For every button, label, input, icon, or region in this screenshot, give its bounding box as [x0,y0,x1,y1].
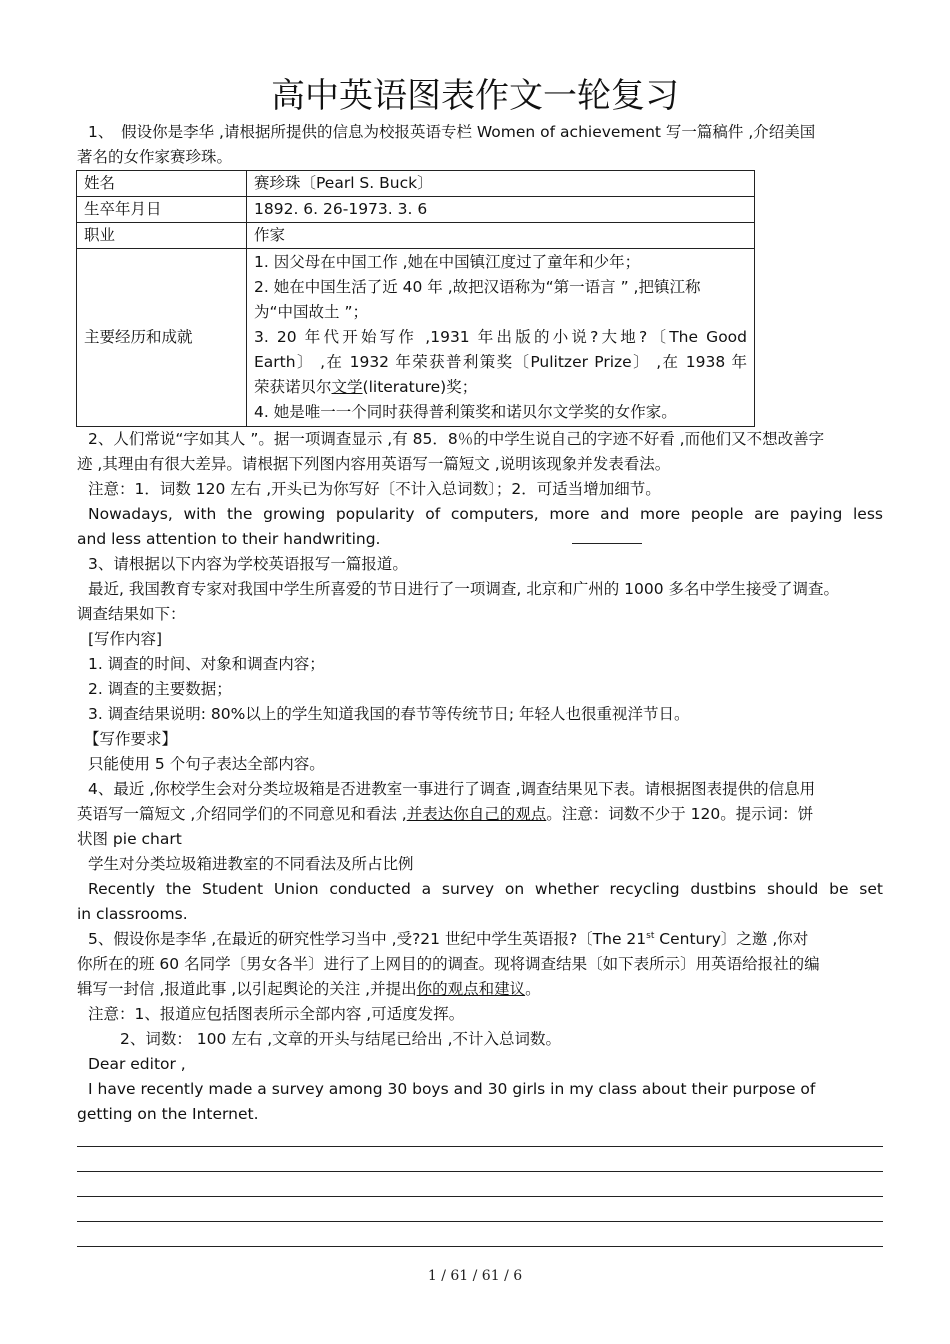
table-key-name: 姓名 [77,171,247,197]
experience-line: 2. 她在中国生活了近 40 年 ,故把汉语称为“第一语言 ” ,把镇江称 [254,278,701,296]
q5-note-2: 2、词数： 100 左右 ,文章的开头与结尾已给出 ,不计入总词数。 [120,1030,562,1048]
experience-line: 为“中国故土 ”； [254,303,368,321]
q4-instruction-line1: 4、最近 ,你校学生会对分类垃圾箱是否进教室一事进行了调查 ,调查结果见下表。请根据图表提供的信息用 [88,780,816,798]
q2-instruction-line2: 迹 ,其理由有很大差异。请根据下列图内容用英语写一篇短文 ,说明该现象并发表看法。 [77,455,671,473]
page-title: 高中英语图表作文一轮复习 [271,76,679,116]
table-val-dates: 1892. 6. 26-1973. 3. 6 [247,197,755,223]
q5-english-line2: getting on the Internet. [77,1105,259,1123]
q2-english-line1: Nowadays, with the growing popularity of computers, more and more people are paying less [88,505,883,523]
answer-blank[interactable]: ________________________________ [380,533,573,547]
table-val-job: 作家 [247,223,755,249]
writing-line[interactable] [77,1196,883,1197]
q2-instruction-line1: 2、人们常说“字如其人 ”。据一项调查显示 ,有 85．8％的中学生说自己的字迹不好看 ,而他们又不想改善字 [88,430,825,448]
underlined-phrase: 你的观点和建议 [416,980,526,998]
writing-line[interactable] [77,1221,883,1222]
q3-instruction-line2: 最近, 我国教育专家对我国中学生所喜爱的节日进行了一项调查, 北京和广州的 1000 多名中学生接受了调查。 [88,580,840,598]
q4-english-line2: in classrooms. [77,905,188,923]
table-row [77,171,755,197]
experience-line: 3. 20 年代开始写作 ,1931 年出版的小说?大地?〔The Good [254,328,747,346]
q5-instruction-line3: 辑写一封信 ,报道此事 ,以引起舆论的关注 ,并提出你的观点和建议。 [77,980,541,998]
table-key-experience: 主要经历和成就 [77,249,247,427]
q3-item-3: 3. 调查结果说明: 80%以上的学生知道我国的春节等传统节日; 年轻人也很重视洋节日。 [88,705,690,723]
experience-line: 4. 她是唯一一个同时获得普利策奖和诺贝尔文学奖的女作家。 [254,403,677,421]
q3-instruction-line1: 3、请根据以下内容为学校英语报写一篇报道。 [88,555,408,573]
table-row [77,197,755,223]
experience-line: 1. 因父母在中国工作 ,她在中国镇江度过了童年和少年； [254,253,641,271]
table-key-job: 职业 [77,223,247,249]
table-row [77,223,755,249]
q5-instruction-line1: 5、假设你是李华 ,在最近的研究性学习当中 ,受?21 世纪中学生英语报?〔The 21st Century〕之邀 ,你对 [88,930,809,948]
q5-note-1: 注意：1、报道应包括图表所示全部内容 ,可适度发挥。 [88,1005,465,1023]
underlined-term: 文学 [331,378,363,396]
q3-instruction-line3: 调查结果如下： [77,605,186,623]
q3-item-2: 2. 调查的主要数据； [88,680,232,698]
q1-info-table [76,170,755,427]
table-val-experience [247,249,755,427]
table-val-name: 赛珍珠〔Pearl S. Buck〕 [247,171,755,197]
q2-note: 注意：1．词数 120 左右 ,开头已为你写好〔不计入总词数〕；2．可适当增加细节。 [88,480,661,498]
q1-instruction-line2: 著名的女作家赛珍珠。 [77,148,233,166]
q4-english-line1: Recently the Student Union conducted a survey on whether recycling dustbins should be set [88,880,883,898]
page-number: 1 / 61 / 61 / 6 [427,1268,523,1284]
q4-instruction-line2: 英语写一篇短文 ,介绍同学们的不同意见和看法 ,并表达你自己的观点。注意：词数不少于 120。提示词：饼 [77,805,814,823]
q5-english-line1: I have recently made a survey among 30 boys and 30 girls in my class about their purpose of [88,1080,816,1098]
q5-instruction-line2: 你所在的班 60 名同学〔男女各半〕进行了上网目的的调查。现将调查结果〔如下表所示〕用英语给报社的编 [77,955,820,973]
q4-chart-caption: 学生对分类垃圾箱进教室的不同看法及所占比例 [88,855,414,873]
q3-requirement: 只能使用 5 个句子表达全部内容。 [88,755,325,773]
answer-blank-line [572,527,642,544]
experience-line: 荣获诺贝尔文学(literature)奖； [254,378,478,396]
q2-english-line2: and less attention to their handwriting.________________________________ [77,527,883,552]
table-row [77,249,755,427]
writing-line[interactable] [77,1146,883,1147]
writing-line[interactable] [77,1246,883,1247]
q1-instruction-line1: 1、 假设你是李华 ,请根据所提供的信息为校报英语专栏 Women of achievement 写一篇稿件 ,介绍美国 [88,123,816,141]
experience-line: Earth〕 ,在 1932 年荣获普利策奖〔Pulitzer Prize〕 ,在 1938 年 [254,353,747,371]
writing-line[interactable] [77,1171,883,1172]
q3-item-1: 1. 调查的时间、对象和调查内容； [88,655,325,673]
underlined-phrase: 并表达你自己的观点 [406,805,547,823]
q3-heading-content: [写作内容] [88,630,163,648]
q3-heading-requirement: 【写作要求】 [84,730,178,748]
q4-instruction-line3: 状图 pie chart [77,830,182,848]
q5-greeting: Dear editor , [88,1055,186,1073]
table-key-dates: 生卒年月日 [77,197,247,223]
